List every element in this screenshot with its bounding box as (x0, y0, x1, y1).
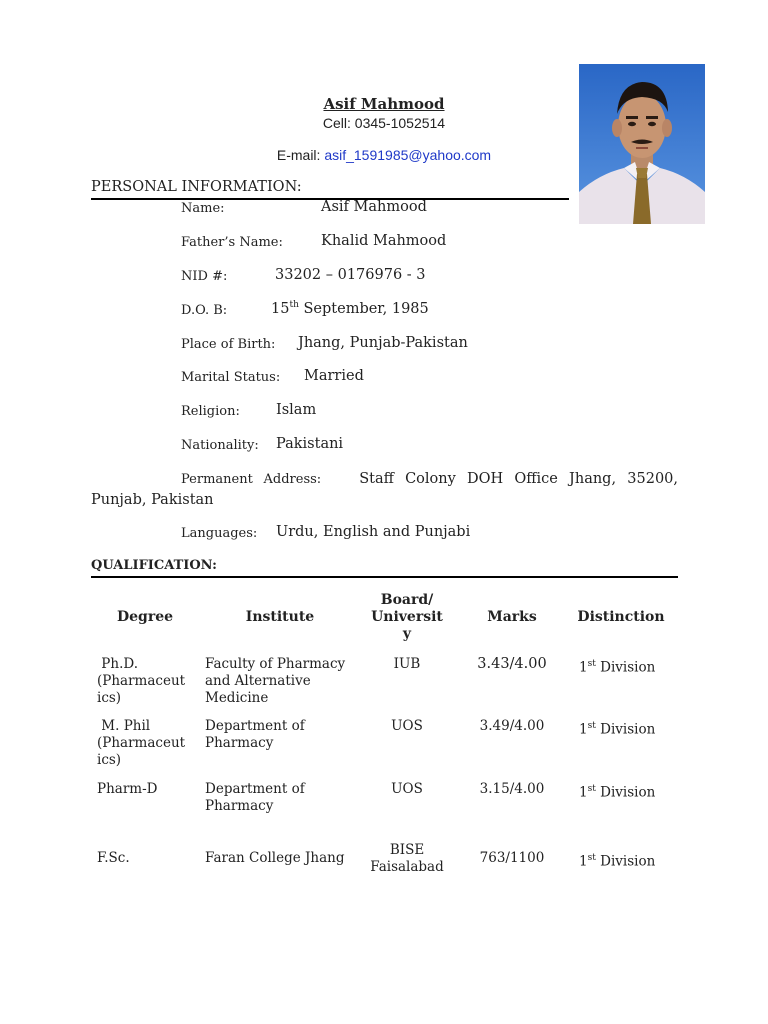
board-header-line: Board/ (380, 592, 434, 608)
table-cell-degree (97, 781, 193, 798)
division-number: 1 (579, 721, 588, 738)
table-cell-institute (205, 781, 363, 815)
cell-line: and Alternative (205, 673, 311, 689)
table-cell-board (365, 656, 449, 673)
dob-day: 15 (271, 300, 290, 317)
table-cell-board (365, 718, 449, 735)
marital-status-label: Marital Status: (181, 370, 281, 385)
table-cell-marks: 3.43/4.00 (477, 656, 547, 672)
column-header-distinction: Distinction (577, 609, 665, 625)
column-header-institute: Institute (245, 609, 315, 625)
table-cell-board (365, 842, 449, 876)
cell-line: Pharmacy (205, 798, 274, 814)
cell-line: Department of (205, 781, 305, 797)
table-cell-distinction (579, 850, 679, 871)
nid-value: 33202 – 0176976 - 3 (275, 267, 426, 283)
cell-line: UOS (391, 781, 423, 797)
table-cell-institute (205, 656, 363, 707)
cell-line: Medicine (205, 690, 269, 706)
cv-name-title: Asif Mahmood (323, 95, 445, 113)
address-label: Permanent Address: (181, 472, 322, 487)
cell-number: Cell: 0345-1052514 (322, 115, 446, 131)
email-link[interactable]: asif_1591985@yahoo.com (324, 147, 492, 163)
table-cell-board (365, 781, 449, 798)
division-number: 1 (579, 784, 588, 801)
board-header-line: y (402, 626, 412, 642)
dob-value (271, 300, 429, 317)
religion-value: Islam (276, 402, 317, 418)
qualification-heading: QUALIFICATION: (91, 558, 217, 573)
permanent-address (91, 469, 678, 510)
cell-line: ics) (97, 752, 122, 768)
table-cell-degree (97, 718, 193, 769)
cell-line: UOS (391, 718, 423, 734)
division-text: Division (595, 721, 656, 738)
father-name-label: Father’s Name: (181, 235, 283, 250)
table-cell-distinction (579, 718, 679, 739)
religion-label: Religion: (181, 404, 240, 419)
column-header-board (365, 592, 449, 643)
cell-line: Faran College Jhang (205, 850, 345, 866)
division-suffix: st (587, 853, 596, 863)
cell-line: F.Sc. (97, 850, 130, 866)
cell-line: M. Phil (97, 718, 151, 734)
address-first-line (91, 469, 678, 490)
table-cell-degree (97, 656, 193, 707)
division-suffix: st (587, 659, 596, 669)
division-suffix: st (587, 721, 596, 731)
personal-info-heading: PERSONAL INFORMATION: (91, 179, 302, 195)
address-line-1: Staff Colony DOH Office Jhang, 35200, (359, 471, 678, 487)
cell-line: ics) (97, 690, 122, 706)
division-number: 1 (579, 853, 588, 870)
table-cell-institute (205, 718, 363, 752)
table-cell-marks: 763/1100 (479, 850, 545, 866)
marital-status-value: Married (304, 368, 364, 384)
division-text: Division (595, 784, 656, 801)
place-of-birth-label: Place of Birth: (181, 337, 276, 352)
section-divider (91, 576, 678, 578)
table-cell-distinction (579, 656, 679, 677)
nationality-label: Nationality: (181, 438, 259, 453)
email-label: E-mail: (276, 147, 321, 163)
division-suffix: st (587, 784, 596, 794)
table-cell-marks: 3.15/4.00 (479, 781, 545, 797)
name-value: Asif Mahmood (321, 199, 427, 215)
cell-line: Pharm-D (97, 781, 158, 797)
cell-line: (Pharmaceut (97, 735, 186, 751)
name-label: Name: (181, 201, 225, 216)
cell-line: Faisalabad (370, 859, 444, 875)
board-header-line: Universit (371, 609, 443, 625)
table-cell-distinction (579, 781, 679, 802)
cell-line: IUB (393, 656, 421, 672)
profile-photo (579, 64, 705, 224)
cell-line: Pharmacy (205, 735, 274, 751)
nid-label: NID #: (181, 269, 228, 284)
dob-label: D.O. B: (181, 303, 228, 318)
division-text: Division (595, 853, 656, 870)
languages-value: Urdu, English and Punjabi (276, 524, 471, 540)
cell-line: Ph.D. (97, 656, 138, 672)
place-of-birth-value: Jhang, Punjab-Pakistan (298, 335, 468, 351)
table-cell-institute (205, 850, 363, 867)
cell-line: Department of (205, 718, 305, 734)
nationality-value: Pakistani (276, 436, 344, 452)
languages-label: Languages: (181, 526, 258, 541)
address-line-2: Punjab, Pakistan (91, 492, 214, 508)
table-cell-marks: 3.49/4.00 (479, 718, 545, 734)
cell-line: BISE (389, 842, 425, 858)
division-text: Division (595, 659, 656, 676)
father-name-value: Khalid Mahmood (321, 233, 447, 249)
cell-line: Faculty of Pharmacy (205, 656, 346, 672)
dob-suffix: th (289, 300, 299, 310)
dob-month-year: September, 1985 (298, 300, 429, 317)
division-number: 1 (579, 659, 588, 676)
cell-line: (Pharmaceut (97, 673, 186, 689)
table-cell-degree (97, 850, 193, 867)
column-header-degree: Degree (116, 609, 174, 625)
column-header-marks: Marks (487, 609, 537, 625)
